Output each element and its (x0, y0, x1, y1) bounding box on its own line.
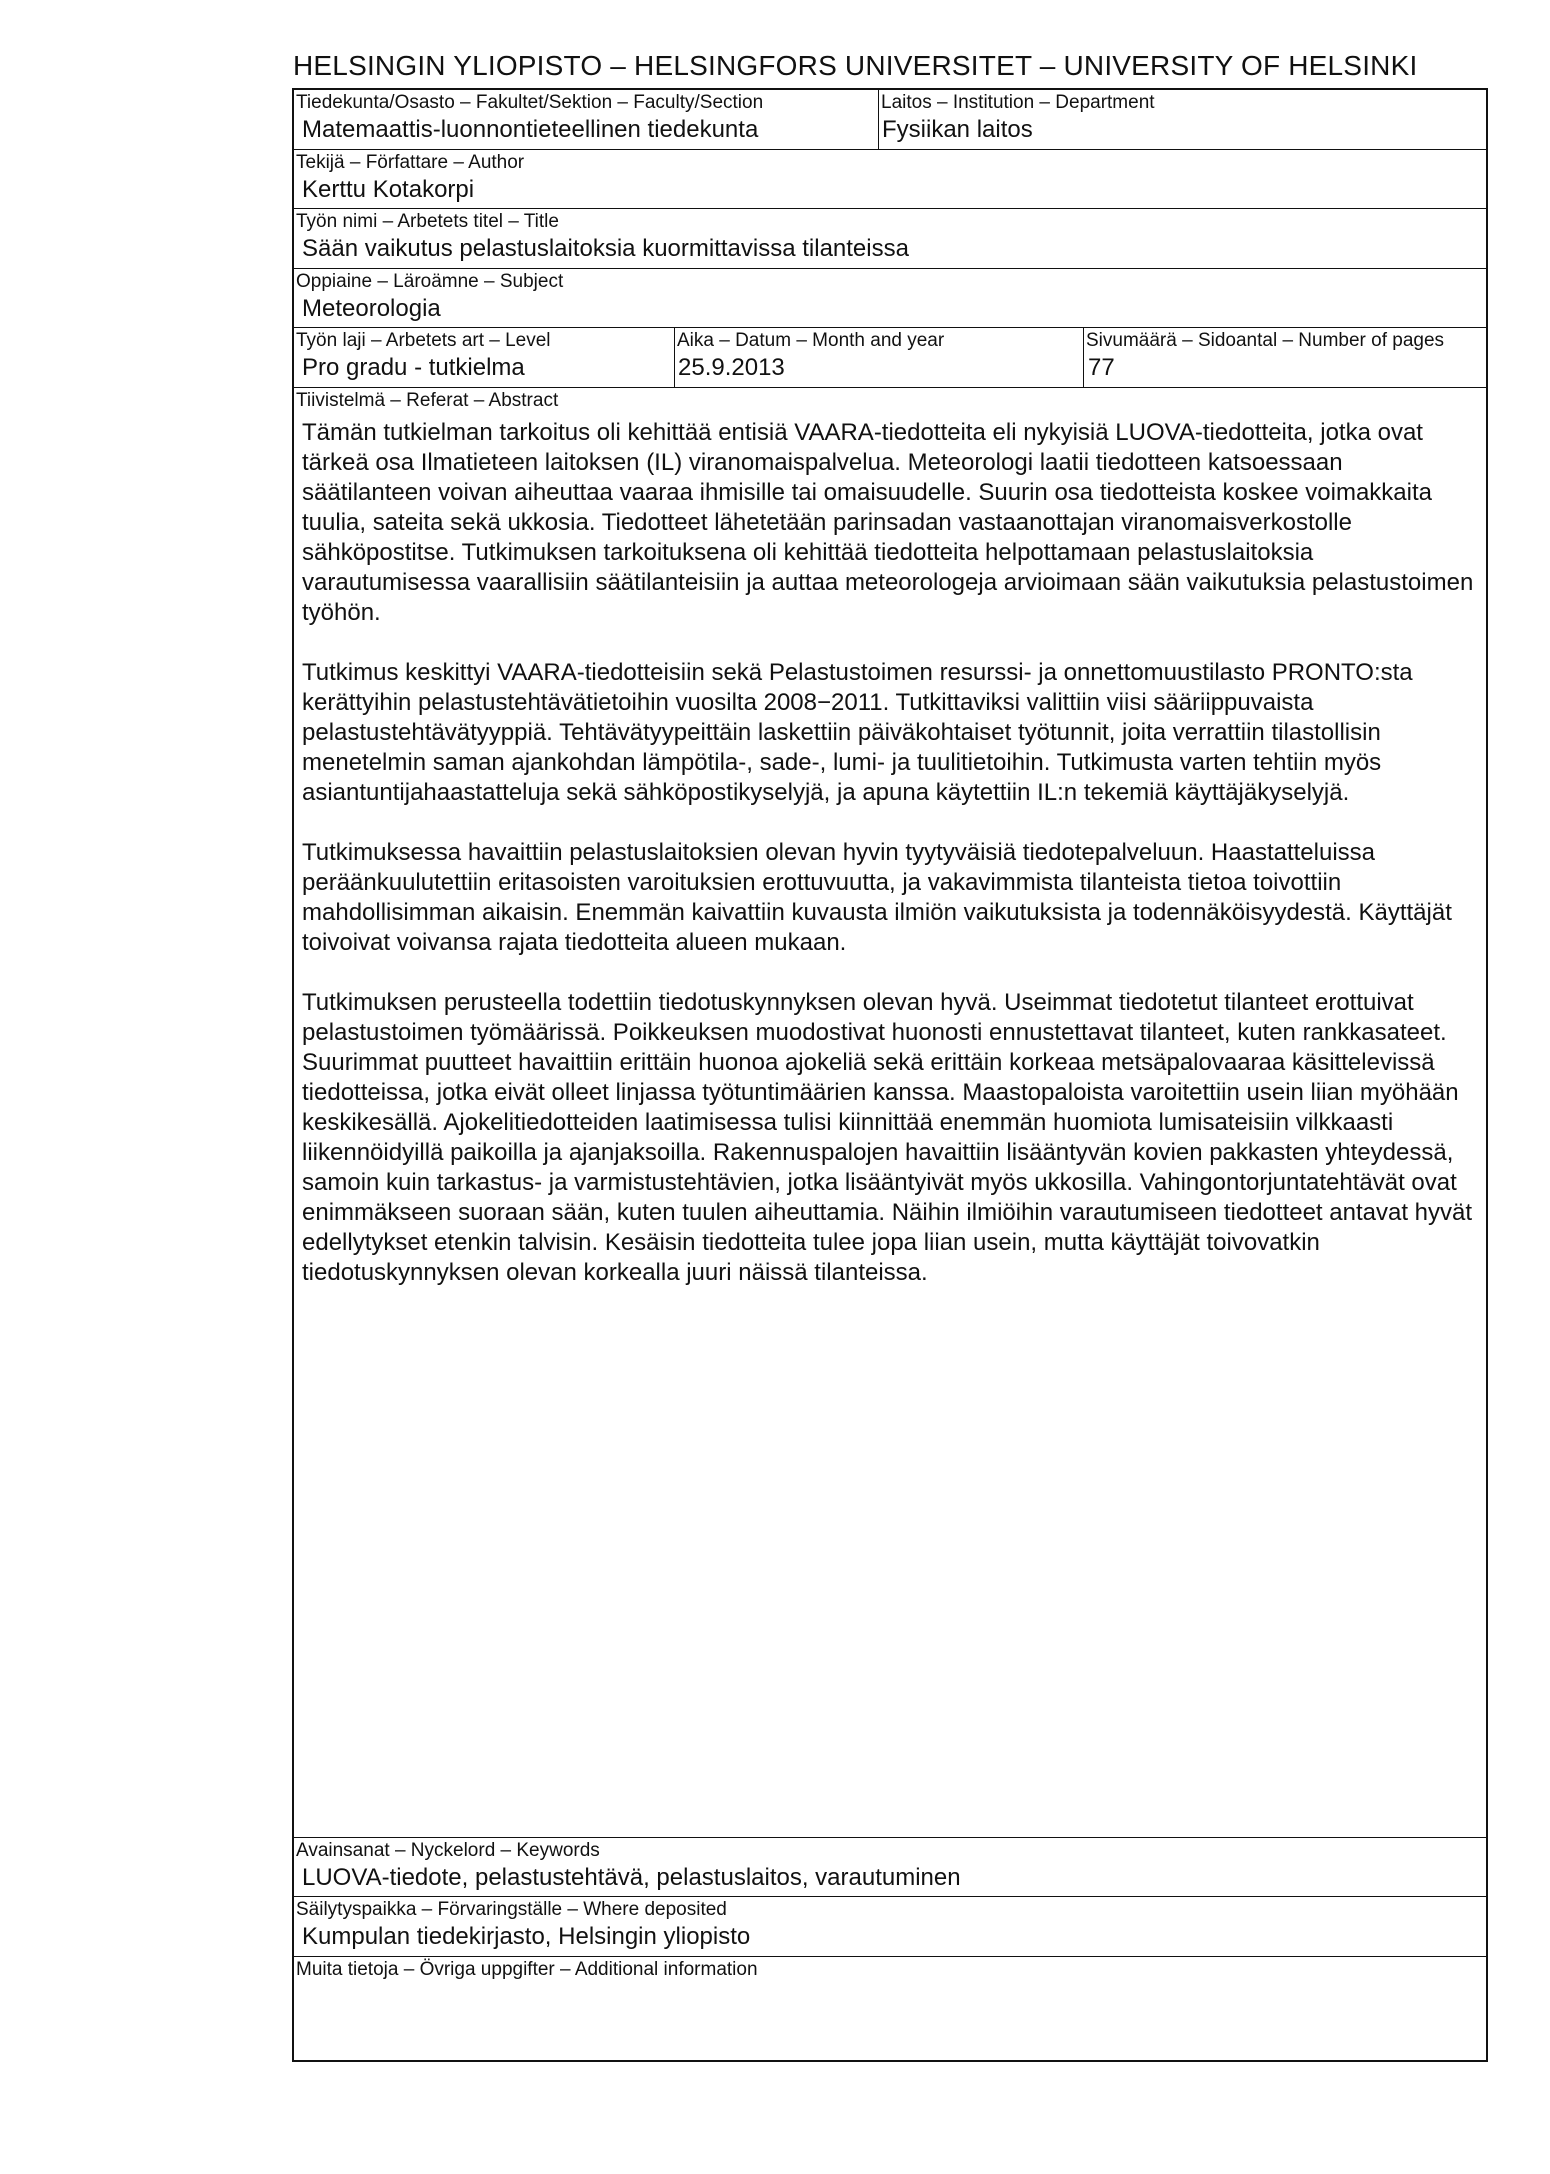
subject-value: Meteorologia (302, 295, 441, 322)
date-value: 25.9.2013 (678, 354, 785, 381)
faculty-label: Tiedekunta/Osasto – Fakultet/Sektion – Faculty/Section (296, 92, 764, 113)
abstract-row (294, 388, 1486, 1838)
department-label: Laitos – Institution – Department (881, 92, 1155, 113)
faculty-cell (294, 90, 878, 149)
deposited-row (294, 1897, 1486, 1957)
keywords-label: Avainsanat – Nyckelord – Keywords (296, 1840, 600, 1861)
title-row (294, 209, 1486, 269)
pages-cell (1083, 328, 1486, 387)
university-header: HELSINGIN YLIOPISTO – HELSINGFORS UNIVERSITET – UNIVERSITY OF HELSINKI (293, 50, 1418, 81)
abstract-form (292, 88, 1488, 2062)
abstract-paragraph-1: Tämän tutkielman tarkoitus oli kehittää entisiä VAARA-tiedotteita eli nykyisiä LUOVA-tiedotteita, jotka ovat tärkeä osa Ilmatieteen laitoksen (IL) viranomaispalvelua. Meteorologi laatii tiedotteen katsoessaan säätilanteen voivan aiheuttaa vaaraa ihmisille tai omaisuudelle. Suurin osa tiedotteista koskee voimakkaita tuulia, sateita sekä ukkosia. Tiedotteet lähetetään parinsadan vastaanottajan viranomaisverkostolle sähköpostitse. Tutkimuksen tarkoituksena oli kehittää tiedotteita helpottamaan pelastuslaitoksia varautumisessa vaarallisiin säätilanteisiin ja auttaa meteorologeja arvioimaan sään vaikutuksia pelastustoimen työhön. (302, 419, 1474, 626)
pages-value: 77 (1088, 354, 1115, 381)
abstract-paragraph-2: Tutkimus keskittyi VAARA-tiedotteisiin sekä Pelastustoimen resurssi- ja onnettomuustilasto PRONTO:sta kerättyihin pelastustehtävätietoihin vuosilta 2008−2011. Tutkittaviksi valittiin viisi sääriippuvaista pelastustehtävätyyppiä. Tehtävätyypeittäin laskettiin päiväkohtaiset työtunnit, joita verrattiin tilastollisin menetelmin saman ajankohdan lämpötila-, sade-, lumi- ja tuulitietoihin. Tutkimusta varten tehtiin myös asiantuntijahaastatteluja sekä sähköpostikyselyjä, ja apuna käytettiin IL:n tekemiä käyttäjäkyselyjä. (302, 659, 1413, 806)
department-value: Fysiikan laitos (882, 116, 1033, 143)
author-value: Kerttu Kotakorpi (302, 176, 475, 203)
deposited-label: Säilytyspaikka – Förvaringställe – Where deposited (296, 1899, 727, 1920)
abstract-text (302, 418, 1478, 1318)
additional-row (294, 1957, 1486, 2060)
abstract-paragraph-4: Tutkimuksen perusteella todettiin tiedotuskynnyksen olevan hyvä. Useimmat tiedotetut tilanteet erottuivat pelastustoimen työmäärissä. Poikkeuksen muodostivat huonosti ennustettavat tilanteet, kuten rankkasateet. Suurimmat puutteet havaittiin erittäin huonoa ajokeliä sekä erittäin korkeaa metsäpalovaaraa käsittelevissä tiedotteissa, jotka eivät olleet linjassa työtuntimäärien kanssa. Maastopaloista varoitettiin usein liian myöhään keskikesällä. Ajokelitiedotteiden laatimisessa tulisi kiinnittää enemmän huomiota lumisateisiin vilkkaasti liikennöidyillä paikoilla ja ajanjaksoilla. Rakennuspalojen havaittiin lisääntyvän kovien pakkasten yhteydessä, samoin kuin tarkastus- ja varmistustehtävien, jotka lisääntyivät myös ukkosilla. Vahingontorjuntatehtävät ovat enimmäkseen suoraan sään, kuten tuulen aiheuttamia. Näihin ilmiöihin varautumiseen tiedotteet antavat hyvät edellytykset etenkin talvisin. Kesäisin tiedotteita tulee jopa liian usein, mutta käyttäjät toivovatkin tiedotuskynnyksen olevan korkealla juuri näissä tilanteissa. (302, 989, 1473, 1286)
level-cell (294, 328, 674, 387)
title-label: Työn nimi – Arbetets titel – Title (296, 211, 559, 232)
abstract-label: Tiivistelmä – Referat – Abstract (296, 390, 559, 411)
abstract-paragraph-3: Tutkimuksessa havaittiin pelastuslaitoksien olevan hyvin tyytyväisiä tiedotepalveluun. Haastatteluissa peräänkuulutettiin eritasoisten varoituksien erottuvuutta, ja vakavimmista tilanteista tietoa toivottiin mahdollisimman aikaisin. Enemmän kaivattiin kuvausta ilmiön vaikutuksista ja todennäköisyydestä. Käyttäjät toivoivat voivansa rajata tiedotteita alueen mukaan. (302, 839, 1452, 956)
keywords-row (294, 1838, 1486, 1897)
level-label: Työn laji – Arbetets art – Level (296, 330, 551, 351)
pages-label: Sivumäärä – Sidoantal – Number of pages (1086, 330, 1445, 351)
subject-row (294, 269, 1486, 328)
level-value: Pro gradu - tutkielma (302, 354, 525, 381)
date-label: Aika – Datum – Month and year (677, 330, 945, 351)
keywords-value: LUOVA-tiedote, pelastustehtävä, pelastuslaitos, varautuminen (302, 1864, 961, 1891)
level-date-pages-row (294, 328, 1486, 388)
subject-label: Oppiaine – Läroämne – Subject (296, 271, 564, 292)
department-cell (878, 90, 1486, 149)
faculty-department-row (294, 90, 1486, 150)
author-row (294, 150, 1486, 209)
faculty-value: Matemaattis-luonnontieteellinen tiedekunta (302, 116, 759, 143)
additional-label: Muita tietoja – Övriga uppgifter – Additional information (296, 1959, 758, 1980)
date-cell (674, 328, 1083, 387)
title-value: Sään vaikutus pelastuslaitoksia kuormittavissa tilanteissa (302, 235, 909, 262)
author-label: Tekijä – Författare – Author (296, 152, 525, 173)
deposited-value: Kumpulan tiedekirjasto, Helsingin yliopisto (302, 1923, 751, 1950)
